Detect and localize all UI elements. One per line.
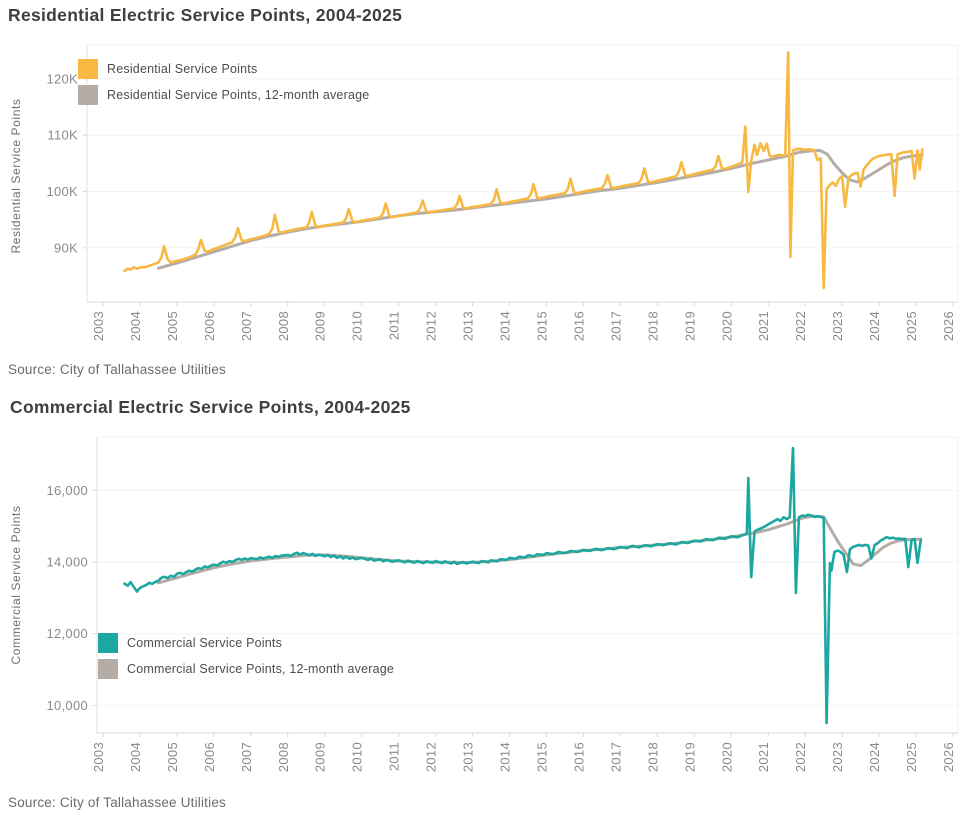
x-tick-label: 2026 [941,311,956,342]
commercial-legend [98,633,394,679]
x-tick-label: 2009 [312,311,328,342]
residential-legend [78,59,369,105]
series-line-commercial-service-points [124,448,920,723]
x-tick-label: 2025 [904,311,919,342]
residential-chart-title: Residential Electric Service Points, 2004-2025 [8,5,403,25]
legend-item [78,59,369,79]
x-tick-label: 2019 [682,742,698,773]
legend-item [98,659,394,679]
legend-swatch-residential [78,59,98,79]
series-line-residential-service-points-12-month-average [158,150,922,268]
commercial-chart-title: Commercial Electric Service Points, 2004-2025 [10,397,411,417]
x-tick-label: 2004 [128,311,143,342]
x-tick-label: 2016 [571,311,587,342]
series-line-commercial-service-points-12-month-average [158,516,920,583]
x-tick-label: 2009 [312,742,328,773]
x-tick-label: 2008 [275,311,291,342]
x-tick-label: 2015 [534,742,550,773]
x-tick-label: 2003 [91,311,106,342]
x-tick-label: 2018 [645,742,661,773]
x-tick-label: 2006 [201,742,217,773]
x-tick-label: 2010 [349,742,365,773]
x-tick-label: 2020 [719,742,735,773]
y-axis-title: Commercial Service Points [9,505,23,665]
legend-label: Residential Service Points [107,62,258,76]
x-tick-label: 2011 [386,742,402,772]
residential-source-note: Source: City of Tallahassee Utilities [8,362,226,377]
x-tick-label: 2005 [164,742,180,773]
legend-item [78,85,369,105]
legend-swatch-commercial [98,633,118,653]
x-tick-label: 2022 [793,742,809,773]
x-tick-label: 2017 [608,311,624,342]
y-tick-label: 14,000 [46,554,88,570]
y-tick-label: 90K [53,240,78,256]
x-tick-label: 2007 [238,742,254,773]
x-tick-label: 2011 [386,311,402,341]
x-tick-label: 2005 [164,311,180,342]
x-tick-label: 2012 [423,311,439,342]
x-tick-label: 2021 [756,742,772,773]
x-tick-label: 2017 [608,742,624,773]
x-tick-label: 2014 [497,742,513,773]
x-tick-label: 2023 [830,311,846,342]
legend-label: Commercial Service Points, 12-month average [127,662,395,676]
x-tick-label: 2010 [349,311,365,342]
y-tick-label: 10,000 [46,697,88,713]
legend-label: Commercial Service Points [127,636,283,650]
x-tick-label: 2003 [91,742,106,773]
x-tick-label: 2013 [460,311,476,342]
commercial-source-note: Source: City of Tallahassee Utilities [8,795,226,810]
y-tick-label: 120K [46,71,78,87]
x-tick-label: 2024 [867,742,883,773]
x-tick-label: 2013 [460,742,476,773]
y-tick-label: 12,000 [46,626,88,642]
x-tick-label: 2021 [756,311,772,342]
x-tick-label: 2015 [534,311,550,342]
legend-label: Residential Service Points, 12-month average [107,88,370,102]
x-tick-label: 2023 [830,742,846,773]
x-tick-label: 2016 [571,742,587,773]
x-tick-label: 2022 [793,311,809,342]
y-tick-label: 16,000 [46,482,88,498]
legend-swatch-residential-average [78,85,98,105]
x-tick-label: 2008 [275,742,291,773]
x-tick-label: 2012 [423,742,439,773]
x-tick-label: 2014 [497,311,513,342]
x-tick-label: 2019 [682,311,698,342]
x-tick-label: 2024 [867,311,883,342]
x-tick-label: 2018 [645,311,661,342]
x-tick-label: 2025 [904,742,919,773]
x-tick-label: 2026 [941,742,956,773]
y-tick-label: 110K [47,127,78,143]
y-tick-label: 100K [46,184,78,199]
legend-swatch-commercial-average [98,659,118,679]
chart-1-plot [9,437,958,772]
x-tick-label: 2004 [128,742,143,773]
legend-item [98,633,394,653]
x-tick-label: 2020 [719,311,735,342]
x-tick-label: 2007 [238,311,254,342]
x-tick-label: 2006 [201,311,217,342]
y-axis-title: Residential Service Points [9,98,23,254]
